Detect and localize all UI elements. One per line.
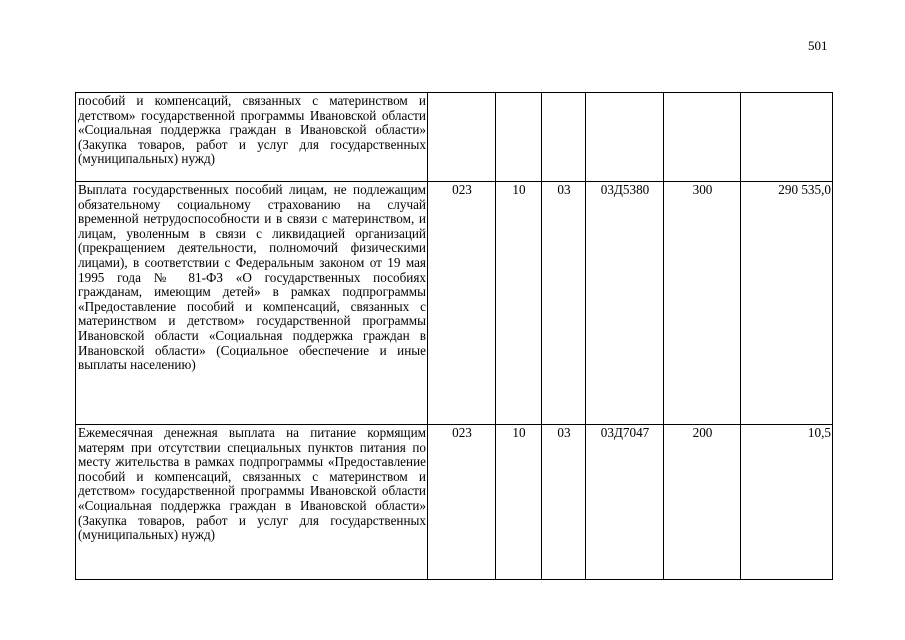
page-number: 501 [808,38,828,53]
target-article-code [586,93,664,182]
table-row [76,182,833,425]
subsection-code: 03 [542,425,586,580]
table-row [76,425,833,580]
subsection-code: 03 [542,182,586,425]
expense-type-code: 300 [664,182,741,425]
row-description: Ежемесячная денежная выплата на питание кормящим матерям при отсутствии специальных пунктов питания по месту жительства в рамках подпрограммы «Предоставление пособий и компенсаций, связанных с материнством и детством» государственной программы Ивановской области «Социальная поддержка граждан в Ивановской области» (Закупка товаров, работ и услуг для государственных (муниципальных) нужд) [76,425,428,580]
row-description: Выплата государственных пособий лицам, не подлежащим обязательному социальному страхованию на случай временной нетрудоспособности и в связи с материнством, и лицам, уволенным в связи с ликвидацией организаций (прекращением деятельности, полномочий физическими лицами), в соответствии с Федеральным законом от 19 мая 1995 года № 81-ФЗ «О государственных пособиях гражданам, имеющим детей» в рамках подпрограммы «Предоставление пособий и компенсаций, связанных с материнством и детством» государственной программы Ивановской области «Социальная поддержка граждан в Ивановской области» (Социальное обеспечение и иные выплаты населению) [76,182,428,425]
amount-value: 290 535,0 [741,182,833,425]
amount-value [741,93,833,182]
ministry-code: 023 [428,182,496,425]
expense-type-code: 200 [664,425,741,580]
target-article-code: 03Д5380 [586,182,664,425]
amount-value: 10,5 [741,425,833,580]
budget-table [75,92,833,580]
target-article-code: 03Д7047 [586,425,664,580]
ministry-code: 023 [428,425,496,580]
section-code: 10 [496,182,542,425]
subsection-code [542,93,586,182]
table-row [76,93,833,182]
ministry-code [428,93,496,182]
section-code: 10 [496,425,542,580]
section-code [496,93,542,182]
row-description: пособий и компенсаций, связанных с материнством и детством» государственной программы Ивановской области «Социальная поддержка граждан в Ивановской области» (Закупка товаров, работ и услуг для государственных (муниципальных) нужд) [76,93,428,182]
expense-type-code [664,93,741,182]
